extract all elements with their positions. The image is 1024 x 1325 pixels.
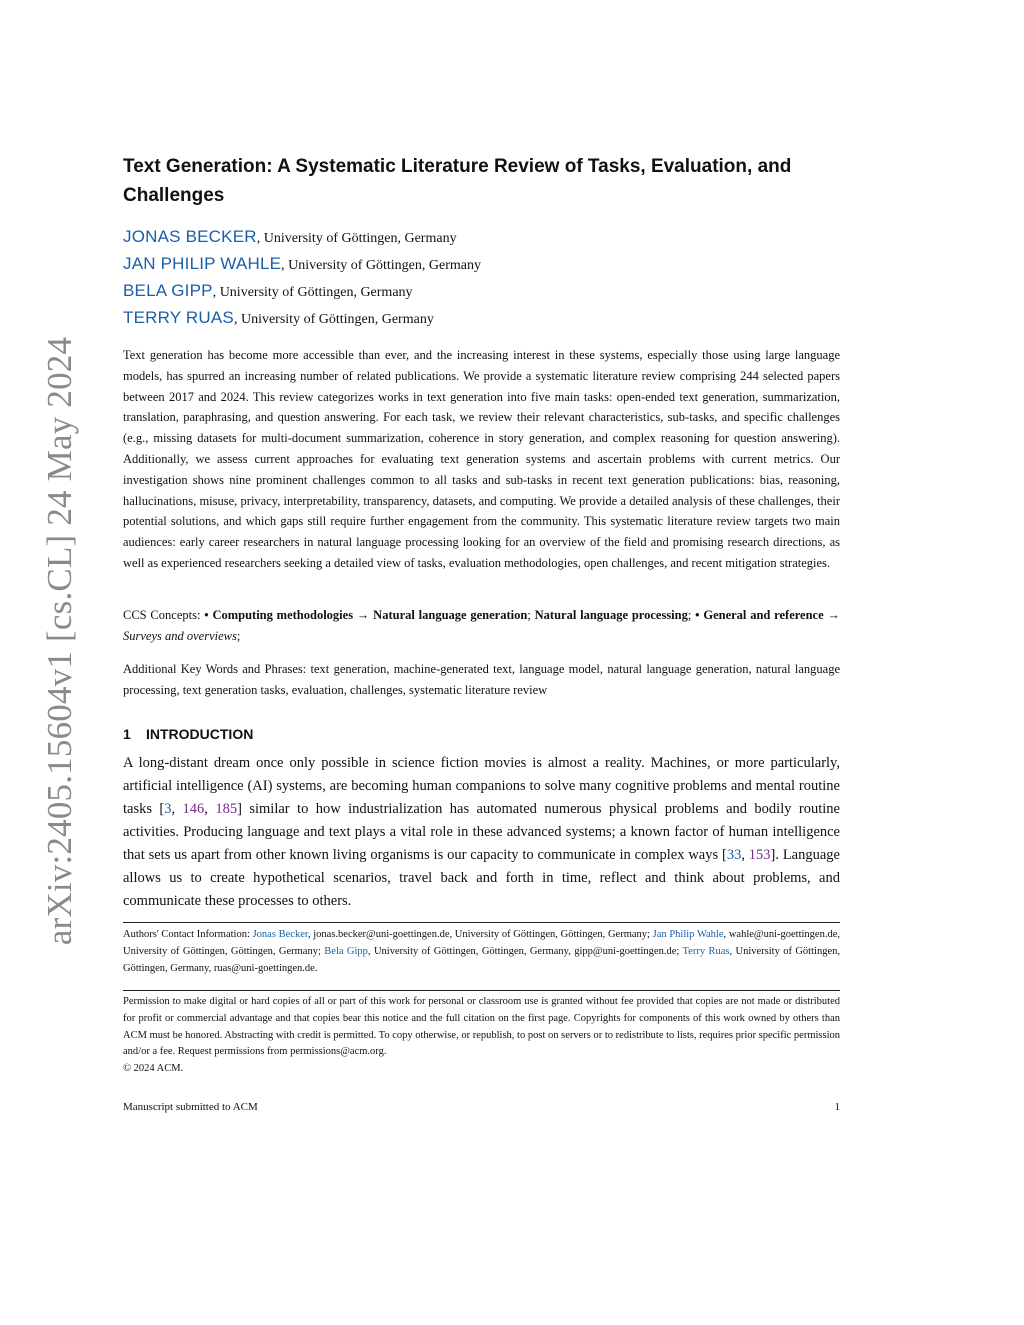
author-line [123, 253, 481, 275]
section-number: 1 [123, 726, 131, 742]
ccs-bullet: • [204, 608, 213, 622]
author-affiliation: , University of Göttingen, Germany [233, 312, 434, 327]
ccs-separator: ; [687, 608, 696, 622]
section-heading [123, 726, 840, 742]
arxiv-identifier-text: arXiv:2405.15604v1 [cs.CL] 24 May 2024 [40, 336, 79, 946]
citation-separator: , [204, 801, 216, 817]
abstract: Text generation has become more accessible than ever, and the increasing interest in these systems, especially those using large language models, has spurred an increasing number of related publications. We provide a systematic literature review comprising 244 selected papers between 2017 and 2024. This review categorizes works in text generation into five main tasks: open-ended text generation, summarization, translation, paraphrasing, and question answering. For each task, we review their relevant characteristics, sub-tasks, and specific challenges (e.g., missing datasets for multi-document summarization, coherence in story generation, and complex reasoning for question answering). Additionally, we assess current approaches for evaluating text generation systems and ascertain problems with current metrics. Our investigation shows nine prominent challenges common to all tasks and sub-tasks in recent text generation publications: bias, reasoning, hallucinations, misuse, privacy, interpretability, transparency, datasets, and computing. We provide a detailed analysis of these challenges, their potential solutions, and which gaps still require further engagement from the community. This systematic literature review targets two main audiences: early career researchers in natural language processing looking for an overview of the field and promising research directions, as well as experienced researchers seeking a detailed view of tasks, evaluation methodologies, open challenges, and recent mitigation strategies. [123, 348, 840, 570]
ccs-concepts [123, 605, 840, 647]
ccs-concept: General and reference [703, 608, 824, 622]
ccs-label: CCS Concepts: [123, 608, 205, 622]
footer-manuscript-note: Manuscript submitted to ACM [123, 1101, 258, 1113]
author-affiliation: , University of Göttingen, Germany [256, 231, 457, 246]
author-link[interactable]: Jonas Becker [252, 929, 308, 940]
paper-title: Text Generation: A Systematic Literature Review of Tasks, Evaluation, and Challenges [123, 156, 792, 206]
ccs-arrow: → [823, 608, 840, 622]
author-name[interactable]: JAN PHILIP WAHLE [123, 254, 282, 273]
ccs-end: ; [236, 628, 241, 643]
author-contact-information [123, 927, 840, 977]
author-line [123, 307, 434, 329]
citation-link[interactable]: 185 [215, 801, 238, 817]
contact-text: , wahle@uni-goettingen.de, University of Göttingen, Göttingen, Germany; [123, 929, 840, 957]
author-line [123, 226, 457, 248]
author-affiliation: , University of Göttingen, Germany [281, 258, 481, 273]
contact-text: , jonas.becker@uni-goettingen.de, University of Göttingen, Göttingen, Germany; [307, 929, 653, 940]
intro-text: ] similar to how industrialization has automated numerous physical problems and bodily routine activities. Producing language and text plays a vital role in these advanced systems; a known factor of human intelligence that sets us apart from other known living organisms is our capacity to communicate in complex ways [ [123, 801, 840, 863]
author-name[interactable]: JONAS BECKER [123, 227, 257, 246]
ccs-concept: Computing methodologies → Natural language generation [212, 608, 528, 622]
author-affiliation: , University of Göttingen, Germany [212, 285, 413, 300]
author-name[interactable]: BELA GIPP [123, 281, 213, 300]
arxiv-identifier-stamp [30, 336, 90, 946]
citation-link[interactable]: 153 [748, 847, 771, 863]
citation-link[interactable]: 146 [182, 801, 205, 817]
citation-separator: , [171, 801, 183, 817]
author-link[interactable]: Jan Philip Wahle [652, 929, 724, 940]
keywords: Additional Key Words and Phrases: text generation, machine-generated text, language model, natural language generation, natural language processing, text generation tasks, evaluation, challenges, systematic literature review [123, 662, 840, 697]
ccs-bullet: • [695, 608, 704, 622]
section-title: INTRODUCTION [146, 726, 254, 742]
ccs-concept: Surveys and overviews [123, 628, 237, 643]
page-number: 1 [834, 1101, 840, 1113]
contact-label: Authors' Contact Information: [123, 929, 253, 940]
citation-link[interactable]: 3 [164, 801, 172, 817]
permission-divider [123, 990, 840, 991]
author-link[interactable]: Bela Gipp [324, 945, 368, 957]
ccs-concept: Natural language processing [534, 608, 688, 622]
introduction-paragraph [123, 752, 840, 913]
copyright-notice: © 2024 ACM. [123, 1063, 184, 1074]
citation-link[interactable]: 33 [726, 847, 742, 863]
author-line [123, 280, 413, 302]
author-link[interactable]: Terry Ruas [682, 945, 730, 957]
intro-text: A long-distant dream once only possible in science fiction movies is almost a reality. Machines, or more particularly, artificial intelligence (AI) systems, are becoming human companions to solve many cognitive problems and mental routine tasks [ [123, 755, 840, 817]
author-name[interactable]: TERRY RUAS [123, 308, 234, 327]
ccs-separator: ; [527, 608, 535, 622]
contact-text: , University of Göttingen, Göttingen, Germany, ruas@uni-goettingen.de. [123, 945, 840, 974]
citation-separator: , [741, 847, 749, 863]
permission-notice: Permission to make digital or hard copies of all or part of this work for personal or classroom use is granted without fee provided that copies are not made or distributed for profit or commercial advantage and that copies bear this notice and the full citation on the first page. Copyrights for components of this work owned by others than ACM must be honored. Abstracting with credit is permitted. To copy otherwise, or republish, to post on servers or to redistribute to lists, requires prior specific permission and/or a fee. Request permissions from permissions@acm.org. [123, 996, 840, 1058]
intro-text: ]. Language allows us to create hypothetical scenarios, travel back and forth in time, reflect and think about problems, and communicate these processes to others. [123, 847, 840, 909]
contact-text: , University of Göttingen, Göttingen, Germany, gipp@uni-goettingen.de; [367, 945, 683, 957]
footnote-divider [123, 922, 840, 923]
